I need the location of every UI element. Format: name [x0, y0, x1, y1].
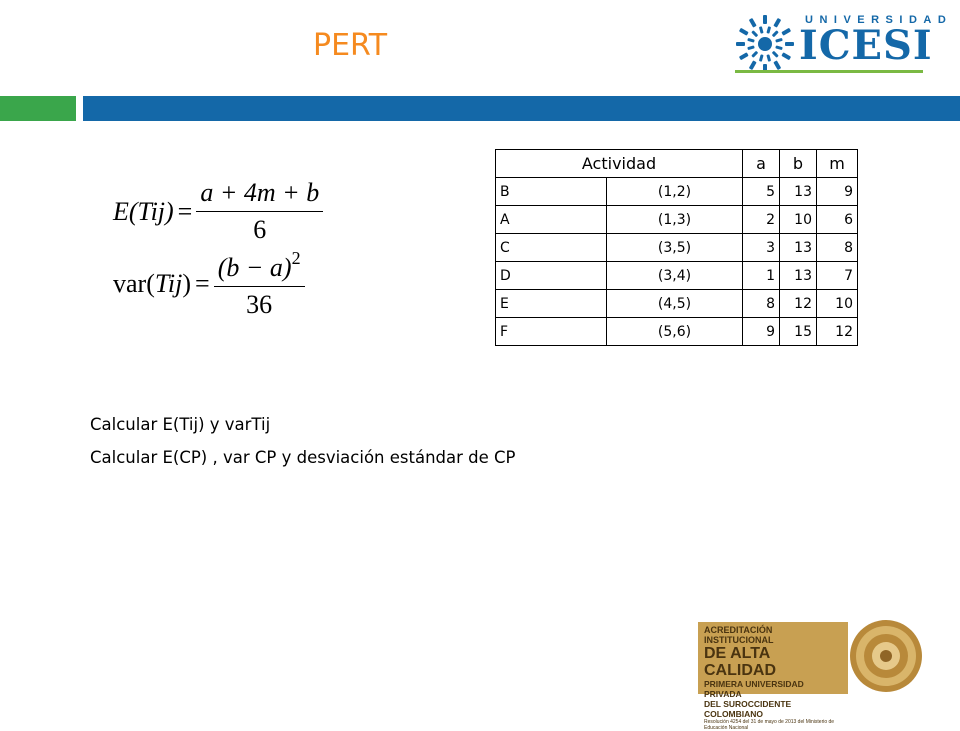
badge-line-2: DE ALTA CALIDAD [704, 645, 776, 679]
header-bar-blue [83, 96, 960, 121]
logo-emblem-icon [733, 12, 797, 76]
table-cell: 12 [817, 318, 858, 346]
formula-variance-close: ) [182, 269, 192, 298]
table-cell: (1,2) [607, 178, 743, 206]
table-cell: (4,5) [607, 290, 743, 318]
table-row [496, 234, 858, 262]
formula-expected-fraction [196, 178, 323, 245]
table-row [496, 318, 858, 346]
table-cell: 6 [817, 206, 858, 234]
gold-seal-icon [848, 618, 924, 694]
activity-table [495, 149, 858, 346]
table-row [496, 178, 858, 206]
table-cell: B [496, 178, 607, 206]
formula-expected-equals: = [177, 196, 193, 226]
accreditation-badge [698, 618, 924, 731]
formula-variance-denominator: 36 [246, 290, 273, 319]
table-cell: 12 [780, 290, 817, 318]
table-cell: (1,3) [607, 206, 743, 234]
formula-expected-time [113, 178, 323, 245]
table-cell: 9 [817, 178, 858, 206]
table-cell: 8 [743, 290, 780, 318]
table-cell: 3 [743, 234, 780, 262]
badge-line-3: PRIMERA UNIVERSIDAD PRIVADA [704, 679, 804, 699]
table-cell: 10 [817, 290, 858, 318]
logo-top-text: UNIVERSIDAD [805, 14, 953, 26]
formula-variance-var: Tij [154, 269, 183, 298]
table-cell: 13 [780, 234, 817, 262]
badge-line-5: Resolución 4254 del 31 de mayo de 2013 del Ministerio de Educación Nacional [704, 719, 835, 731]
logo-name: ICESI [799, 22, 933, 69]
instruction-line: Calcular E(CP) , var CP y desviación estándar de CP [90, 448, 516, 467]
formula-variance-numerator [214, 248, 305, 287]
table-cell: F [496, 318, 607, 346]
accreditation-plate [698, 622, 848, 731]
table-row [496, 262, 858, 290]
formula-variance [113, 248, 305, 320]
table-header-cell: b [780, 150, 817, 178]
table-cell: 15 [780, 318, 817, 346]
instructions [90, 415, 515, 481]
formula-expected-lhs: E(Tij) [113, 196, 174, 226]
table-cell: 1 [743, 262, 780, 290]
table-row [496, 290, 858, 318]
table-cell: C [496, 234, 607, 262]
table-cell: 5 [743, 178, 780, 206]
table-cell: 9 [743, 318, 780, 346]
table-cell: 2 [743, 206, 780, 234]
table-cell: 8 [817, 234, 858, 262]
header-bar-green [0, 96, 76, 121]
table-cell: (3,4) [607, 262, 743, 290]
formula-expected-numerator: a + 4m + b [196, 178, 323, 212]
formula-variance-fraction [214, 248, 305, 320]
badge-line-1: ACREDITACIÓN INSTITUCIONAL [704, 625, 774, 645]
table-cell: (3,5) [607, 234, 743, 262]
table-cell: 13 [780, 178, 817, 206]
table-cell: 7 [817, 262, 858, 290]
formula-variance-equals: = [195, 269, 210, 298]
table-header-row [496, 150, 858, 178]
table-cell: A [496, 206, 607, 234]
table-cell: D [496, 262, 607, 290]
logo-underline [735, 70, 923, 73]
badge-line-4: DEL SUROCCIDENTE COLOMBIANO [704, 699, 792, 719]
table-header-cell: a [743, 150, 780, 178]
formula-variance-num-base: (b − a) [217, 253, 292, 282]
university-logo [733, 10, 953, 76]
table-cell: E [496, 290, 607, 318]
formula-variance-lhs [113, 269, 191, 299]
table-cell: 13 [780, 262, 817, 290]
table-cell: (5,6) [607, 318, 743, 346]
table-cell: 10 [780, 206, 817, 234]
table-header-cell: Actividad [496, 150, 743, 178]
table-row [496, 206, 858, 234]
formula-variance-fn: var( [113, 269, 155, 298]
formula-expected-denominator: 6 [253, 215, 267, 244]
table-header-cell: m [817, 150, 858, 178]
instruction-line: Calcular E(Tij) y varTij [90, 415, 271, 434]
slide-title: PERT [313, 28, 388, 63]
formula-variance-exponent: 2 [291, 248, 301, 268]
